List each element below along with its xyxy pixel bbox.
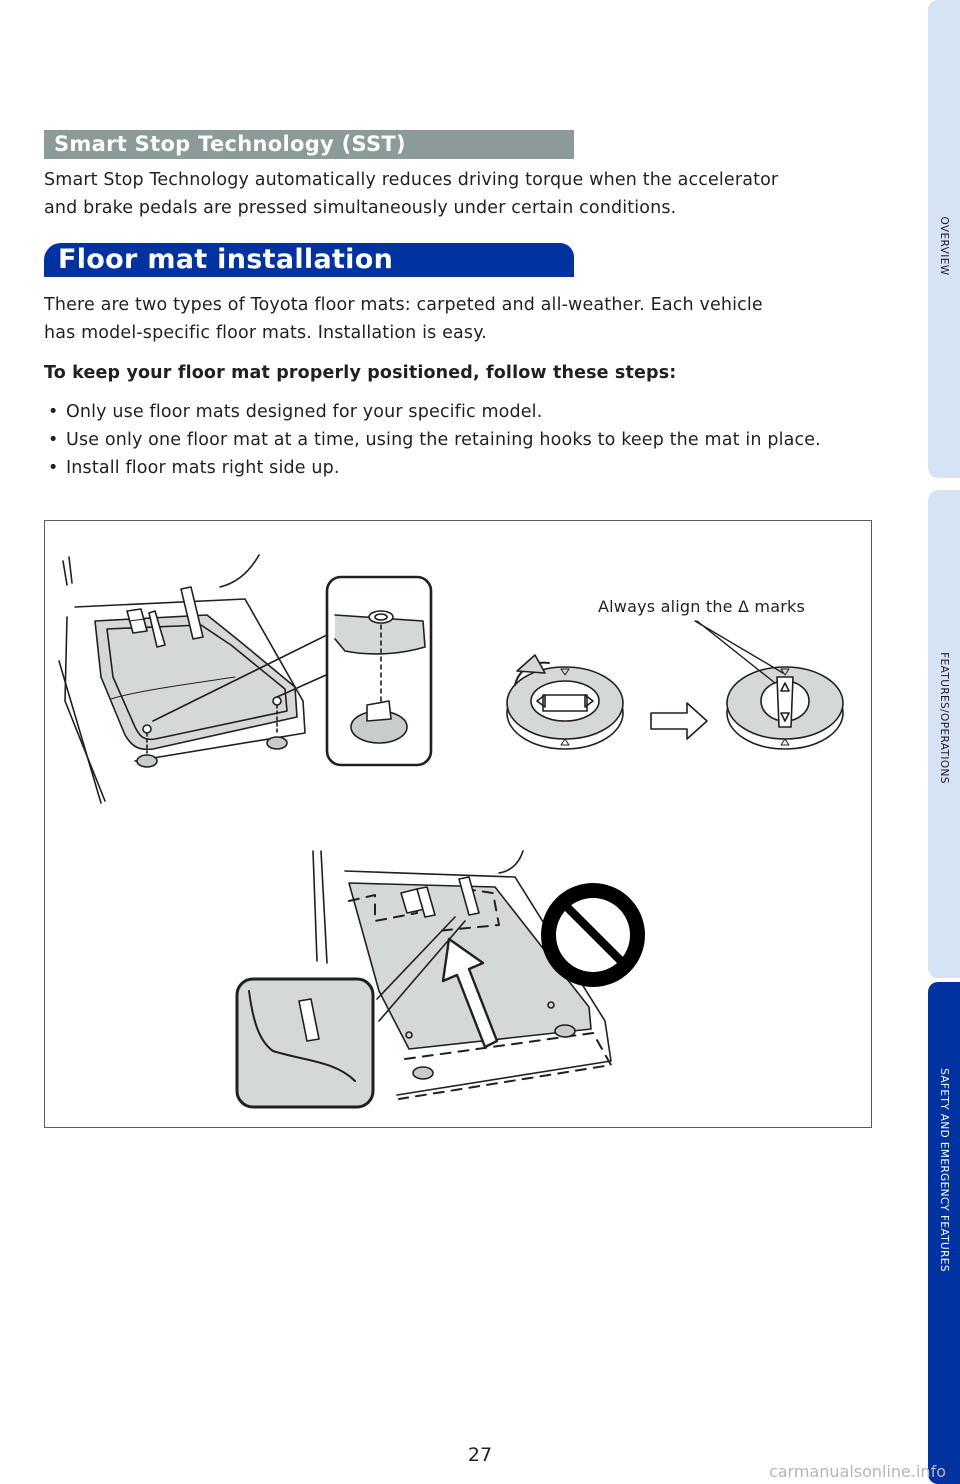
tab-overview[interactable] xyxy=(928,0,960,478)
tab-safety-emergency[interactable] xyxy=(928,982,960,1484)
floor-mat-illustration xyxy=(44,520,872,1128)
section-heading-sst: Smart Stop Technology (SST) xyxy=(44,130,574,159)
align-marks-callout: Always align the Δ marks xyxy=(598,597,805,616)
watermark: carmanualsonline.info xyxy=(768,1462,946,1481)
steps-intro: To keep your floor mat properly positioned, follow these steps: xyxy=(44,363,677,383)
section-tab-bar xyxy=(928,0,960,1484)
list-item: • Install floor mats right side up. xyxy=(44,454,864,482)
floor-mat-body-line-2: has model-specific floor mats. Installation is easy. xyxy=(44,323,487,343)
tab-features-operations-label: FEATURES/OPERATIONS xyxy=(938,652,950,784)
sst-body-line-2: and brake pedals are pressed simultaneously under certain conditions. xyxy=(44,198,677,218)
page-number: 27 xyxy=(467,1444,493,1466)
steps-list xyxy=(44,398,864,482)
tab-features-operations[interactable] xyxy=(928,490,960,978)
tab-safety-emergency-label: SAFETY AND EMERGENCY FEATURES xyxy=(938,1068,950,1272)
floor-mat-body-line-1: There are two types of Toyota floor mats: carpeted and all-weather. Each vehicle xyxy=(44,295,763,315)
tab-overview-label: OVERVIEW xyxy=(938,216,950,276)
section-heading-floor-mat: Floor mat installation xyxy=(44,243,574,277)
list-item: • Only use floor mats designed for your specific model. xyxy=(44,398,864,426)
list-item: • Use only one floor mat at a time, using the retaining hooks to keep the mat in place. xyxy=(44,426,864,454)
sst-body-line-1: Smart Stop Technology automatically reduces driving torque when the accelerator xyxy=(44,170,779,190)
